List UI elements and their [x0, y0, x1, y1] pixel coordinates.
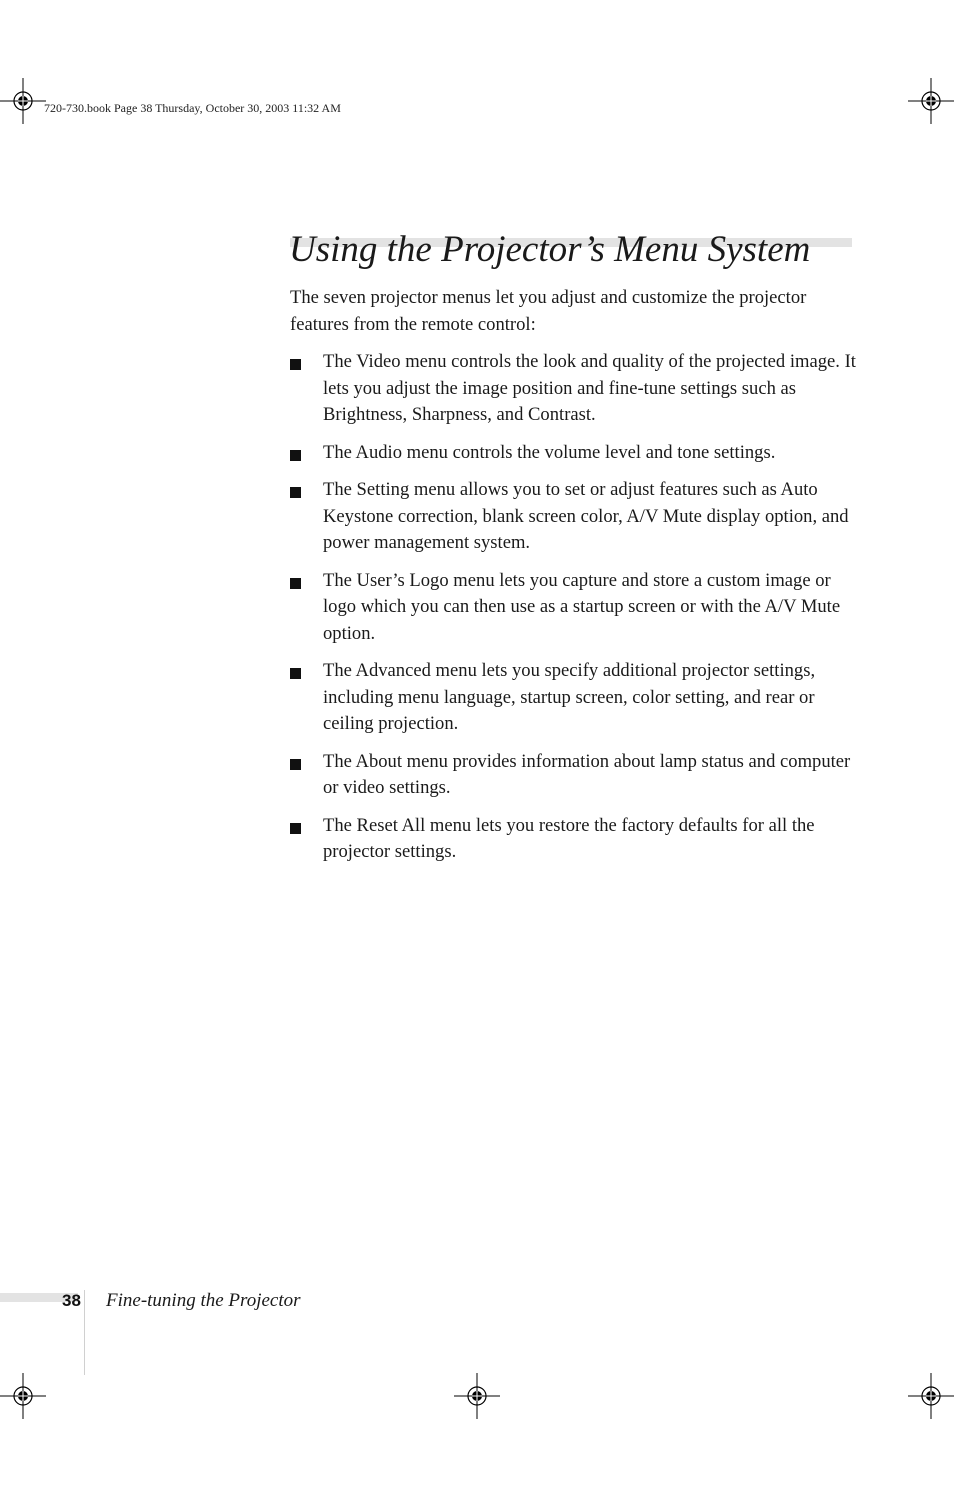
square-bullet-icon [290, 668, 301, 679]
square-bullet-icon [290, 487, 301, 498]
registration-mark-icon [0, 1373, 46, 1419]
list-item-text: The Setting menu allows you to set or adjust features such as Auto Keystone correction, blank screen color, A/V Mute display option, and power management system. [323, 479, 854, 553]
registration-mark-icon [454, 1373, 500, 1419]
list-item-text: The Reset All menu lets you restore the factory defaults for all the projector settings. [323, 814, 815, 862]
page-title: Using the Projector’s Menu System [289, 229, 811, 270]
page-number: 38 [62, 1291, 81, 1310]
print-slug: 720-730.book Page 38 Thursday, October 30, 2003 11:32 AM [44, 101, 341, 115]
list-item [290, 440, 860, 467]
square-bullet-icon [290, 359, 301, 370]
list-item-text: The Video menu controls the look and quality of the projected image. It lets you adjust the image position and fine-tune settings such as Brightness, Sharpness, and Contrast. [323, 351, 856, 425]
square-bullet-icon [290, 578, 301, 589]
registration-mark-icon [908, 1373, 954, 1419]
list-item [290, 658, 860, 738]
list-item-text: The Audio menu controls the volume level and tone settings. [323, 441, 776, 463]
list-item [290, 749, 860, 802]
list-item-text: The About menu provides information about lamp status and computer or video settings. [323, 750, 851, 798]
section-name: Fine-tuning the Projector [106, 1290, 301, 1311]
registration-mark-icon [0, 78, 46, 124]
menu-list [290, 349, 860, 877]
square-bullet-icon [290, 823, 301, 834]
square-bullet-icon [290, 759, 301, 770]
list-item [290, 477, 860, 557]
list-item [290, 813, 860, 866]
list-item [290, 568, 860, 648]
list-item [290, 349, 860, 429]
intro-paragraph: The seven projector menus let you adjust and customize the projector features from the remote control: [290, 287, 807, 335]
square-bullet-icon [290, 450, 301, 461]
footer-divider [84, 1290, 85, 1375]
registration-mark-icon [908, 78, 954, 124]
list-item-text: The Advanced menu lets you specify additional projector settings, including menu language, startup screen, color setting, and rear or ceiling projection. [323, 660, 816, 734]
list-item-text: The User’s Logo menu lets you capture and store a custom image or logo which you can then use as a startup screen or with the A/V Mute option. [323, 569, 841, 644]
